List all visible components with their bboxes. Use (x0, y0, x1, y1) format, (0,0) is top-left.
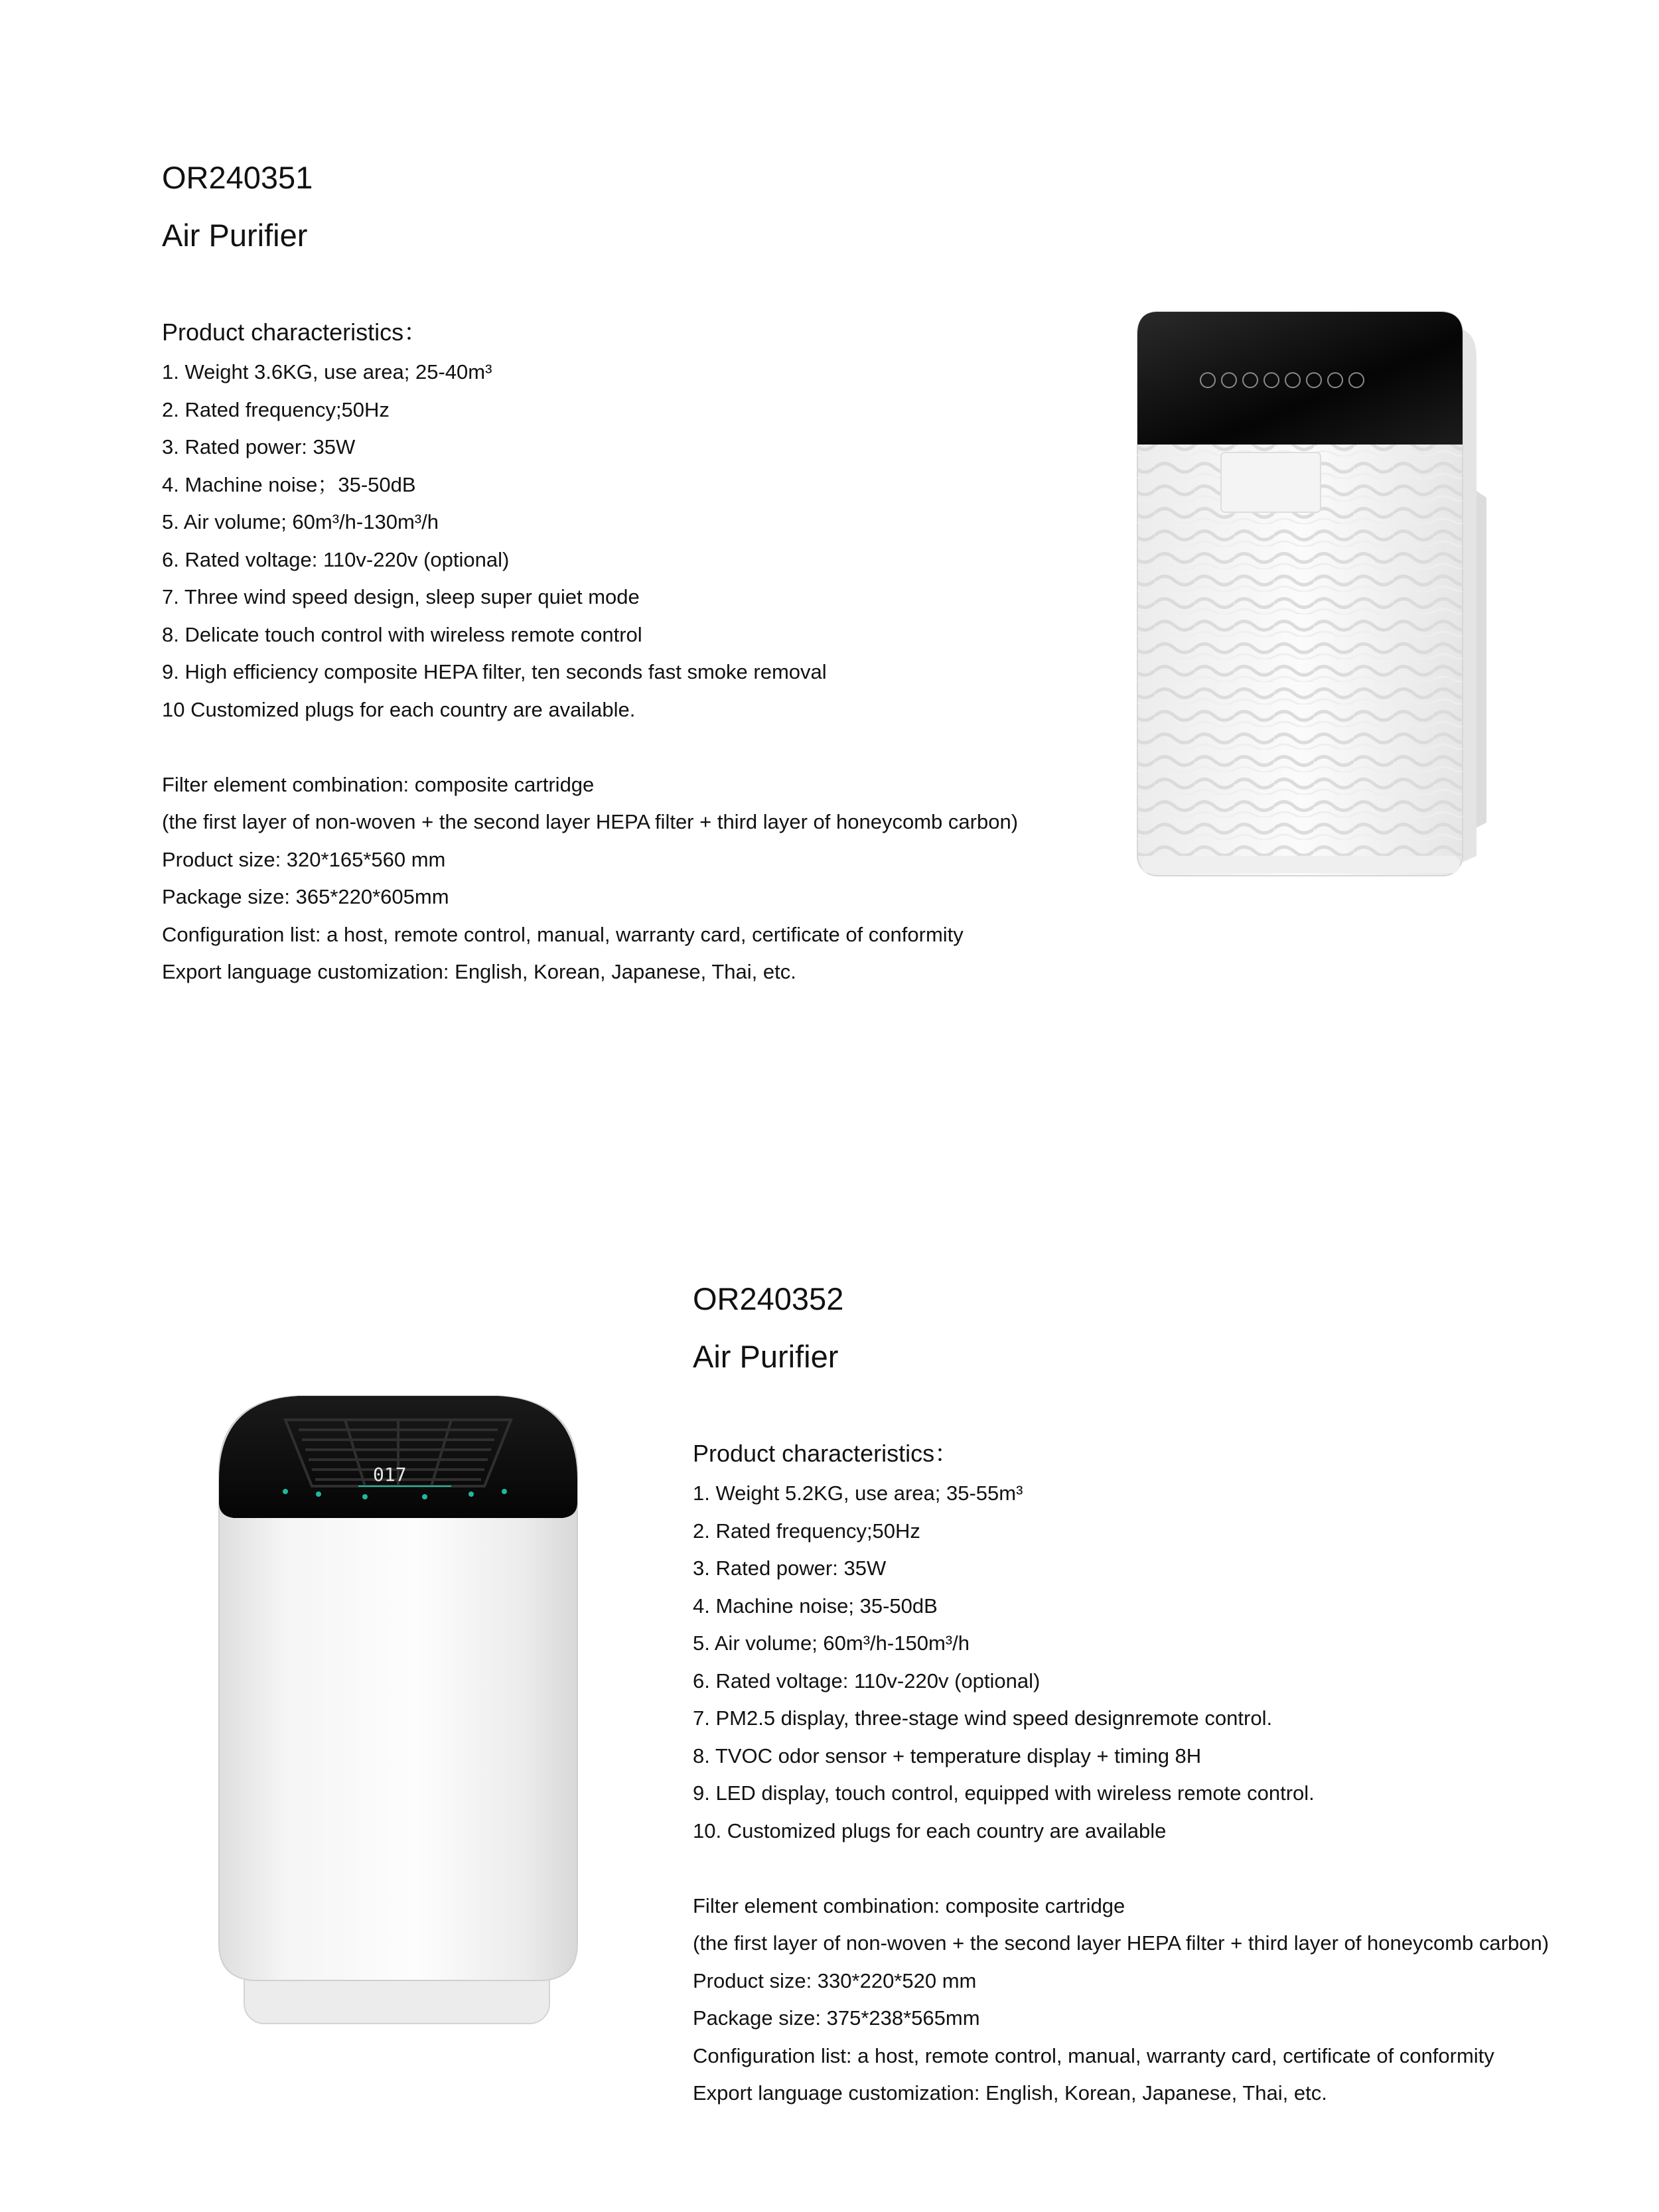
detail-item: Product size: 320*165*560 mm (162, 847, 446, 871)
detail-item: Export language customization: English, Korean, Japanese, Thai, etc. (693, 2081, 1327, 2105)
product-2 (693, 1279, 1549, 2112)
detail-list (162, 766, 1018, 991)
detail-item: Configuration list: a host, remote control, manual, warranty card, certificate of conformity (693, 2043, 1494, 2067)
feature-item: 4. Machine noise；35-50dB (162, 472, 416, 496)
feature-item: 6. Rated voltage: 110v-220v (optional) (162, 547, 510, 571)
feature-item: 8. Delicate touch control with wireless remote control (162, 622, 642, 646)
detail-list (693, 1888, 1549, 2112)
feature-item: 1. Weight 3.6KG, use area; 25-40m³ (162, 360, 492, 383)
product-code: OR240351 (162, 160, 313, 195)
feature-item: 10. Customized plugs for each country are available (693, 1819, 1167, 1842)
feature-list (162, 354, 1018, 728)
feature-item: 8. TVOC odor sensor + temperature display + timing 8H (693, 1744, 1202, 1767)
feature-item: 5. Air volume; 60m³/h-130m³/h (162, 510, 439, 533)
feature-item: 1. Weight 5.2KG, use area; 35-55m³ (693, 1482, 1023, 1505)
feature-item: 7. PM2.5 display, three-stage wind speed designremote control. (693, 1706, 1273, 1730)
product-name: Air Purifier (162, 218, 308, 253)
feature-item: 9. LED display, touch control, equipped with wireless remote control. (693, 1781, 1315, 1805)
air-purifier-tower-photo (199, 1380, 597, 2037)
detail-item: Filter element combination: composite cartridge (693, 1894, 1125, 1917)
feature-item: 4. Machine noise; 35-50dB (693, 1594, 938, 1618)
feature-item: 6. Rated voltage: 110v-220v (optional) (693, 1669, 1041, 1693)
detail-item: (the first layer of non-woven + the second layer HEPA filter + third layer of honeycomb carbon) (162, 810, 1019, 833)
detail-item: Configuration list: a host, remote control, manual, warranty card, certificate of conformity (162, 922, 964, 946)
characteristics-heading: Product characteristics： (162, 318, 428, 346)
detail-item: Package size: 365*220*605mm (162, 885, 449, 908)
feature-item: 7. Three wind speed design, sleep super quiet mode (162, 585, 640, 608)
feature-item: 5. Air volume; 60m³/h-150m³/h (693, 1631, 970, 1655)
product-code: OR240352 (693, 1281, 844, 1316)
feature-item: 3. Rated power: 35W (693, 1556, 887, 1580)
feature-item: 3. Rated power: 35W (162, 435, 356, 458)
feature-list (693, 1475, 1549, 1850)
product-1 (162, 158, 1018, 991)
detail-item: Export language customization: English, Korean, Japanese, Thai, etc. (162, 960, 796, 983)
characteristics-heading: Product characteristics： (693, 1440, 959, 1467)
pm25-readout: 017 (373, 1464, 407, 1486)
air-purifier-flat-panel-photo (1115, 299, 1513, 896)
detail-item: Product size: 330*220*520 mm (693, 1969, 977, 1992)
product-name: Air Purifier (693, 1339, 839, 1374)
feature-item: 9. High efficiency composite HEPA filter, ten seconds fast smoke removal (162, 660, 827, 683)
feature-item: 2. Rated frequency;50Hz (162, 397, 390, 421)
detail-item: (the first layer of non-woven + the second layer HEPA filter + third layer of honeycomb carbon) (693, 1931, 1550, 1955)
detail-item: Filter element combination: composite cartridge (162, 772, 595, 796)
detail-item: Package size: 375*238*565mm (693, 2006, 980, 2030)
feature-item: 2. Rated frequency;50Hz (693, 1519, 920, 1543)
feature-item: 10 Customized plugs for each country are available. (162, 697, 636, 721)
